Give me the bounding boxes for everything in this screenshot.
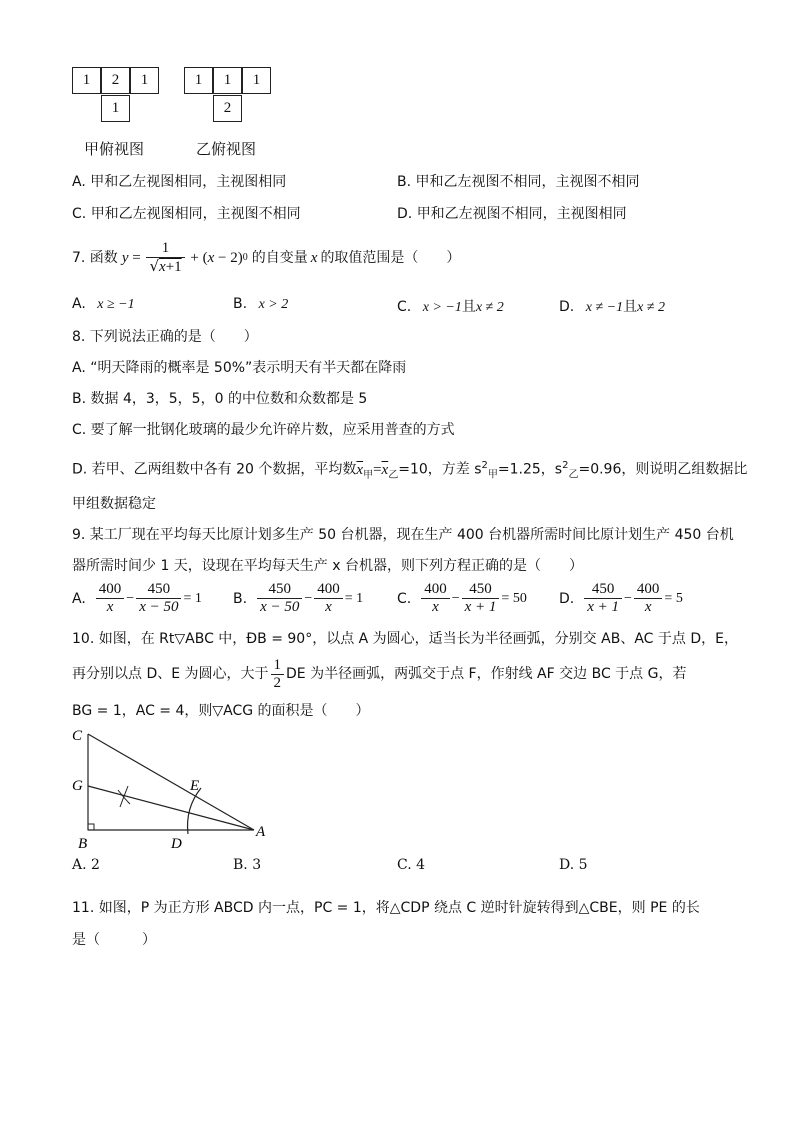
q9-a-d1: x xyxy=(106,599,114,615)
q10-option-a xyxy=(72,857,100,873)
q10-line2-b: DE 为半径画弧，两弧交于点 F，作射线 AF 交边 BC 于点 G，若 xyxy=(286,666,687,682)
q7-option-b-text: x > 2 xyxy=(258,297,289,312)
q6-option-b-letter: B. xyxy=(397,174,412,190)
q7-option-a-text: x ≥ −1 xyxy=(97,297,135,312)
q10-option-c-value: 4 xyxy=(416,857,426,873)
q10-option-a-value: 2 xyxy=(91,857,100,873)
q8-d-s-yi: 乙 xyxy=(568,469,579,481)
q9-b-rhs: = 1 xyxy=(344,590,364,606)
q7-formula: y = $\frac{1}{√x+1}$ + ( x − 2) 0 xyxy=(121,240,248,275)
q8-option-c: C. 要了解一批钢化玻璃的最少允许碎片数，应采用普查的方式 xyxy=(72,422,455,438)
q6-option-b-text: 甲和乙左视图不相同，主视图不相同 xyxy=(415,174,640,190)
jia-cell-4: 1 xyxy=(101,95,130,122)
q10-line3: BG = 1，AC = 4，则▽ACG 的面积是（ ） xyxy=(72,703,370,719)
q10-half xyxy=(271,657,285,692)
q9-d-rhs: = 5 xyxy=(664,590,683,606)
q8-option-d-cont: 甲组数据稳定 xyxy=(72,496,156,512)
jia-cell-1: 1 xyxy=(72,67,101,94)
q9-option-d: D. $\frac{450}{x + 1}$ − $\frac{400}{x}$ = 5 xyxy=(559,581,683,615)
ray-ag xyxy=(88,786,254,830)
q6-option-a xyxy=(72,171,286,191)
q9-option-c-letter: C. xyxy=(397,590,412,607)
q7-option-a xyxy=(72,296,135,313)
label-g: G xyxy=(72,778,83,794)
side-ca xyxy=(88,734,254,830)
q7-var: x xyxy=(310,250,318,266)
q9-option-b-letter: B. xyxy=(233,590,248,607)
q10-line2-a: 再分别以点 D、E 为圆心，大于 xyxy=(72,666,269,682)
label-e: E xyxy=(190,778,200,794)
q7-option-c-text-a: x > −1 xyxy=(422,300,462,315)
q9-line2: 器所需时间少 1 天，设现在平均每天生产 x 台机器，则下列方程正确的是（ ） xyxy=(72,558,583,574)
q6-option-d-letter: D. xyxy=(397,206,413,222)
q6-option-d xyxy=(397,203,627,223)
q9-c-d1: x xyxy=(432,599,439,615)
q10-option-d-letter: D. xyxy=(559,857,575,873)
q7-option-d-letter: D. xyxy=(559,299,575,315)
q9-d-d2: x xyxy=(644,599,652,615)
q6-option-c-text: 甲和乙左视图相同，主视图不相同 xyxy=(90,206,301,222)
label-d: D xyxy=(171,836,182,852)
q6-option-c-letter: C. xyxy=(72,206,87,222)
q9-a-n2: 450 xyxy=(136,581,181,599)
q6-option-a-text: 甲和乙左视图相同，主视图相同 xyxy=(90,174,287,190)
q10-option-b-letter: B. xyxy=(233,857,248,873)
q11-line1: 11. 如图，P 为正方形 ABCD 内一点，PC = 1，将△CDP 绕点 C 逆时针旋转得到△CBE，则 PE 的长 xyxy=(72,900,700,916)
jia-cell-3: 1 xyxy=(130,67,159,94)
label-a: A xyxy=(256,824,266,840)
q10-option-c-letter: C. xyxy=(397,857,412,873)
q9-c-n1: 400 xyxy=(421,581,450,599)
q7-option-c-letter: C. xyxy=(397,299,412,315)
q10-half-num: 1 xyxy=(271,657,285,675)
label-b: B xyxy=(78,836,88,852)
q9-b-n1: 450 xyxy=(257,581,302,599)
q9-b-d2: x xyxy=(325,599,332,615)
q8-d-part1: D. 若甲、乙两组数中各有 20 个数据，平均数 xyxy=(72,461,357,478)
q7-option-d xyxy=(559,296,665,316)
q8-d-part2: =10，方差 s xyxy=(398,461,482,478)
q9-option-a: A. $\frac{400}{x}$ − $\frac{450}{x - 50}$ = 1 xyxy=(72,581,202,615)
q9-d-d1: x + 1 xyxy=(587,599,620,615)
q9-b-d1: x − 50 xyxy=(260,599,300,615)
q9-b-n2: 400 xyxy=(314,581,343,599)
yi-view-label: 乙俯视图 xyxy=(196,140,257,158)
q6-option-a-letter: A. xyxy=(72,174,86,190)
label-c: C xyxy=(72,728,83,744)
q7-option-d-mid: 且 xyxy=(623,299,638,315)
q8-d-sub-yi: 乙 xyxy=(388,469,399,481)
q10-option-d xyxy=(559,857,588,873)
q10-option-a-letter: A. xyxy=(72,857,87,873)
q8-d-s-jia: 甲 xyxy=(487,469,498,481)
q9-d-n1: 450 xyxy=(584,581,622,599)
q9-option-a-letter: A. xyxy=(72,590,86,607)
q9-option-d-letter: D. xyxy=(559,590,575,607)
q10-half-den: 2 xyxy=(273,674,282,691)
q8-d-means: $\overline{x}_甲=\overline{x}_乙$ xyxy=(356,461,399,481)
q8-option-a: A. “明天降雨的概率是 50%”表示明天有半天都在降雨 xyxy=(72,360,407,376)
yi-cell-1: 1 xyxy=(184,67,213,94)
q8-d-part3: =1.25，s xyxy=(497,461,563,478)
q7-stem xyxy=(72,240,460,276)
q8-d-sub-jia: 甲 xyxy=(363,469,374,481)
q10-line1: 10. 如图，在 Rt▽ABC 中，ÐB = 90°，以点 A 为圆心，适当长为半径画弧，分别交 AB、AC 于点 D，E， xyxy=(72,631,738,647)
q10-option-c xyxy=(397,857,425,873)
yi-cell-3: 1 xyxy=(242,67,271,94)
q8-stem: 8. 下列说法正确的是（ ） xyxy=(72,329,258,345)
q9-option-c: C. $\frac{400}{x}$ − $\frac{450}{x + 1}$ = 50 xyxy=(397,581,527,615)
q9-a-rhs: = 1 xyxy=(183,590,202,606)
q7-option-c-text-b: x ≠ 2 xyxy=(475,300,504,315)
q10-option-b-value: 3 xyxy=(252,857,262,873)
q8-d-part4: =0.96，则说明乙组数据比 xyxy=(578,461,748,478)
q7-option-c xyxy=(397,296,504,316)
q8-option-d: D. 若甲、乙两组数中各有 20 个数据，平均数$\overline{x}_甲=\overline{x}_乙=10$，方差 $s^2_甲=1.25$，$s^2_乙=0.96$，则说明乙组数据比 xyxy=(72,460,748,481)
yi-cell-4: 2 xyxy=(213,95,242,122)
q9-c-rhs: = 50 xyxy=(501,590,527,606)
q10-figure xyxy=(68,724,278,854)
q7-suffix: 的自变量 xyxy=(251,250,308,266)
q7-suffix2: 的取值范围是（ ） xyxy=(320,250,461,266)
q6-option-c xyxy=(72,203,301,223)
q7-option-a-letter: A. xyxy=(72,296,86,312)
yi-cell-2: 1 xyxy=(213,67,242,94)
q9-c-n2: 450 xyxy=(462,581,500,599)
q9-d-n2: 400 xyxy=(634,581,663,599)
q11-line2: 是（ ） xyxy=(72,932,156,948)
q7-option-b-letter: B. xyxy=(233,296,248,312)
q7-option-d-text-b: x ≠ 2 xyxy=(637,300,665,315)
jia-view-label: 甲俯视图 xyxy=(84,140,145,158)
q7-option-c-mid: 且 xyxy=(461,299,476,315)
q7-option-d-text-a: x ≠ −1 xyxy=(585,300,624,315)
q8-option-b: B. 数据 4，3，5，5，0 的中位数和众数都是 5 xyxy=(72,391,368,407)
q6-option-d-text: 甲和乙左视图不相同，主视图相同 xyxy=(416,206,627,222)
q9-a-n1: 400 xyxy=(96,581,125,599)
q7-option-b xyxy=(233,296,288,313)
q7-prefix: 7. 函数 xyxy=(72,250,118,266)
q10-option-b xyxy=(233,857,261,873)
q9-option-b: B. $\frac{450}{x - 50}$ − $\frac{400}{x}$ = 1 xyxy=(233,581,364,615)
q9-line1: 9. 某工厂现在平均每天比原计划多生产 50 台机器，现在生产 400 台机器所需时间比原计划生产 450 台机 xyxy=(72,527,734,543)
jia-cell-2: 2 xyxy=(101,67,130,94)
q9-a-d2: x − 50 xyxy=(139,599,179,615)
right-angle-mark xyxy=(88,824,94,830)
q9-c-d2: x + 1 xyxy=(464,599,497,615)
q10-option-d-value: 5 xyxy=(578,857,588,873)
q6-option-b xyxy=(397,171,640,191)
q10-line2 xyxy=(72,656,686,692)
